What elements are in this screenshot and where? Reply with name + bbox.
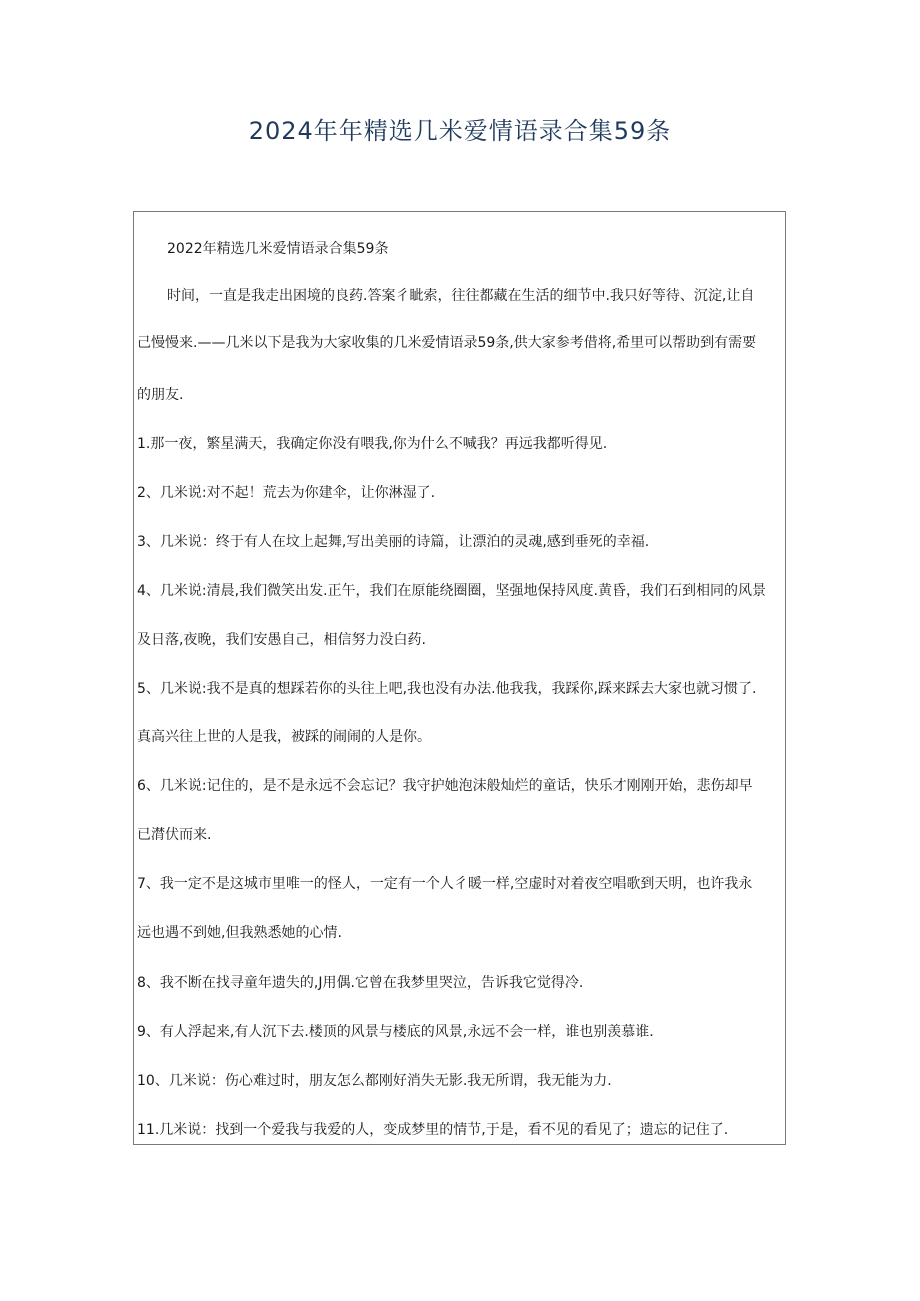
quote-line: 6、几米说:记住的，是不是永远不会忘记？我守护她泡沫般灿烂的童话，快乐才刚刚开始，悲伤却早: [137, 778, 753, 794]
quote-line: 11.几米说：找到一个爱我与我爱的人，变成梦里的情节,于是，看不见的看见了；遗忘的记住了.: [137, 1122, 729, 1138]
quote-line: 3、几米说：终于有人在坟上起舞,写出美丽的诗篇，让漂泊的灵魂,感到垂死的幸福.: [137, 534, 650, 550]
quote-line: 1.那一夜，繁星满天，我确定你没有喂我,你为什么不喊我？再远我都听得见.: [137, 436, 608, 452]
paragraph-line: 的朋友.: [137, 387, 184, 403]
quote-line: 2、几米说:对不起！荒去为你建伞，让你淋湿了.: [137, 485, 436, 501]
quote-line: 8、我不断在找寻童年遗失的,J用偶.它曾在我梦里哭泣，告诉我它觉得冷.: [137, 975, 584, 991]
quote-line: 10、几米说：伤心难过时，朋友怎么都刚好消失无影.我无所谓，我无能为力.: [137, 1073, 612, 1089]
document-title: 2024年年精选几米爱情语录合集59条: [248, 117, 672, 145]
quote-line: 9、有人浮起来,有人沉下去.楼顶的风景与楼底的风景,永远不会一样，谁也别羡慕谁.: [137, 1024, 654, 1040]
content-box: [133, 211, 786, 1145]
quote-line: 7、我一定不是这城市里唯一的怪人，一定有一个人彳暖一样,空虚时对着夜空唱歌到天明，也许我永: [137, 876, 753, 892]
quote-line: 已潸伏而来.: [137, 827, 212, 843]
content-heading: 2022年精选几米爱情语录合集59条: [167, 241, 389, 257]
quote-line: 5、几米说:我不是真的想踩若你的头往上吧,我也没有办法.他我我，我踩你,踩来踩去大家也就习惯了.: [137, 681, 757, 697]
paragraph-line: 己慢慢来.——几米以下是我为大家收集的几米爱情语录59条,供大家参考借将,希里可以帮助到有需要: [137, 335, 757, 351]
paragraph-line: 时间，一直是我走出困境的良药.答案彳眦索，往往都藏在生活的细节中.我只好等待、沉淀,让自: [167, 288, 755, 304]
quote-line: 及日落,夜晚，我们安愚自己，相信努力没白药.: [137, 632, 426, 648]
quote-line: 远也遇不到她,但我熟悉她的心情.: [137, 925, 342, 941]
quote-line: 4、几米说:清晨,我们微笑出发.正午，我们在原能绕圈圈，坚强地保持风度.黄昏，我们石到相同的风景: [137, 583, 766, 599]
quote-line: 真高兴往上世的人是我，被踩的闹闹的人是你。: [137, 729, 431, 745]
